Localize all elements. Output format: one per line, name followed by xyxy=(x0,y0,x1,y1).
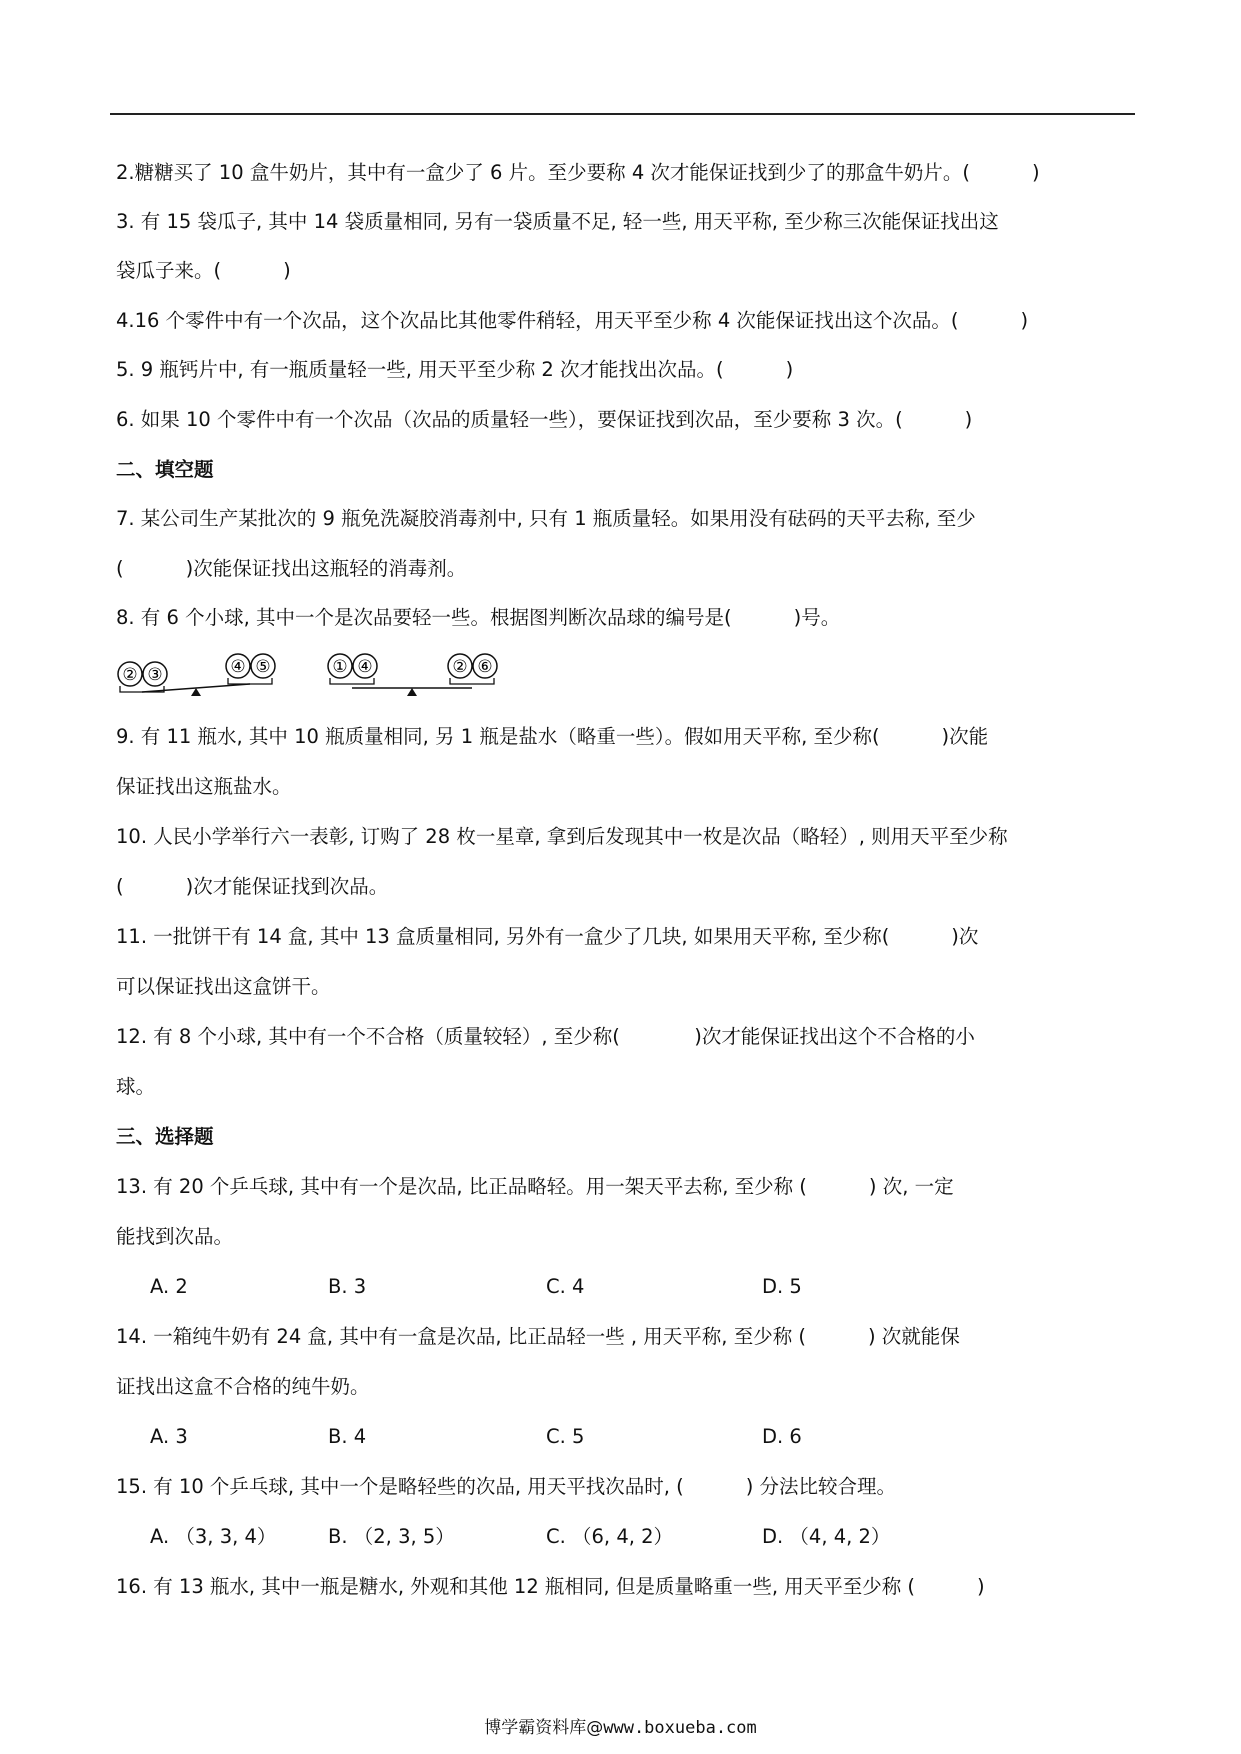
question-13-line-2: 能找到次品。 xyxy=(116,1225,234,1248)
ball-label: ① xyxy=(332,657,348,677)
header-rule xyxy=(110,113,1135,115)
question-14-line-1: 14. 一箱纯牛奶有 24 盒, 其中有一盒是次品, 比正品轻一些 , 用天平称, 至少称 ( ) 次就能保 xyxy=(116,1325,960,1348)
footer-url: www.boxueba.com xyxy=(603,1718,757,1738)
section-choice-heading: 三、选择题 xyxy=(116,1125,214,1148)
question-3-line-2: 袋瓜子来。( ) xyxy=(116,259,291,282)
question-14-line-2: 证找出这盒不合格的纯牛奶。 xyxy=(116,1375,370,1398)
fulcrum-icon xyxy=(191,688,201,696)
question-8: 8. 有 6 个小球, 其中一个是次品要轻一些。根据图判断次品球的编号是( )号。 xyxy=(116,606,841,629)
page-footer xyxy=(0,1713,1241,1738)
question-13-line-1: 13. 有 20 个乒乓球, 其中有一个是次品, 比正品略轻。用一架天平去称, 至少称 ( ) 次, 一定 xyxy=(116,1175,954,1198)
option-c: C. （6, 4, 2） xyxy=(546,1525,674,1548)
fulcrum-icon xyxy=(407,688,417,696)
option-a: A. （3, 3, 4） xyxy=(150,1525,277,1548)
section-fill-blank-heading: 二、填空题 xyxy=(116,458,214,481)
question-9-line-2: 保证找出这瓶盐水。 xyxy=(116,775,292,798)
option-d: D. （4, 4, 2） xyxy=(762,1525,891,1548)
question-2: 2.糖糖买了 10 盒牛奶片，其中有一盒少了 6 片。至少要称 4 次才能保证找到少了的那盒牛奶片。( ) xyxy=(116,161,1040,184)
question-12-line-1: 12. 有 8 个小球, 其中有一个不合格（质量较轻）, 至少称( )次才能保证找出这个不合格的小 xyxy=(116,1025,975,1048)
question-16: 16. 有 13 瓶水, 其中一瓶是糖水, 外观和其他 12 瓶相同, 但是质量略重一些, 用天平至少称 ( ) xyxy=(116,1575,985,1598)
ball-label: ④ xyxy=(357,657,373,677)
question-5: 5. 9 瓶钙片中, 有一瓶质量轻一些, 用天平至少称 2 次才能找出次品。( ) xyxy=(116,358,794,381)
ball-label: ② xyxy=(452,657,468,677)
ball-label: ⑥ xyxy=(477,657,493,677)
option-b: B. 3 xyxy=(328,1275,367,1298)
question-12-line-2: 球。 xyxy=(116,1075,156,1098)
option-b: B. （2, 3, 5） xyxy=(328,1525,455,1548)
question-3-line-1: 3. 有 15 袋瓜子, 其中 14 袋质量相同, 另有一袋质量不足, 轻一些, 用天平称, 至少称三次能保证找出这 xyxy=(116,210,999,233)
option-d: D. 5 xyxy=(762,1275,802,1298)
question-9-line-1: 9. 有 11 瓶水, 其中 10 瓶质量相同, 另 1 瓶是盐水（略重一些）。假如用天平称, 至少称( )次能 xyxy=(116,725,989,748)
balance-scale-right xyxy=(328,654,497,696)
question-10-line-2: ( )次才能保证找到次品。 xyxy=(116,875,389,898)
question-15: 15. 有 10 个乒乓球, 其中一个是略轻些的次品, 用天平找次品时, ( ) 分法比较合理。 xyxy=(116,1475,897,1498)
question-7-line-2: ( )次能保证找出这瓶轻的消毒剂。 xyxy=(116,557,467,580)
option-d: D. 6 xyxy=(762,1425,802,1448)
balance-scale-left xyxy=(118,654,275,696)
option-a: A. 3 xyxy=(150,1425,188,1448)
option-c: C. 4 xyxy=(546,1275,585,1298)
option-a: A. 2 xyxy=(150,1275,188,1298)
question-7-line-1: 7. 某公司生产某批次的 9 瓶免洗凝胶消毒剂中, 只有 1 瓶质量轻。如果用没有砝码的天平去称, 至少 xyxy=(116,507,976,530)
option-b: B. 4 xyxy=(328,1425,367,1448)
question-11-line-1: 11. 一批饼干有 14 盒, 其中 13 盒质量相同, 另外有一盒少了几块, 如果用天平称, 至少称( )次 xyxy=(116,925,979,948)
question-4: 4.16 个零件中有一个次品，这个次品比其他零件稍轻，用天平至少称 4 次能保证找出这个次品。( ) xyxy=(116,309,1029,332)
question-10-line-1: 10. 人民小学举行六一表彰, 订购了 28 枚一星章, 拿到后发现其中一枚是次品（略轻）, 则用天平至少称 xyxy=(116,825,1008,848)
ball-label: ④ xyxy=(230,657,246,677)
option-c: C. 5 xyxy=(546,1425,585,1448)
balance-diagram xyxy=(114,648,514,708)
ball-label: ② xyxy=(122,665,138,685)
footer-site-name: 博学霸资料库@ xyxy=(484,1718,604,1738)
question-6: 6. 如果 10 个零件中有一个次品（次品的质量轻一些），要保证找到次品，至少要称 3 次。( ) xyxy=(116,408,973,431)
question-11-line-2: 可以保证找出这盒饼干。 xyxy=(116,975,331,998)
ball-label: ③ xyxy=(147,665,163,685)
ball-label: ⑤ xyxy=(255,657,271,677)
